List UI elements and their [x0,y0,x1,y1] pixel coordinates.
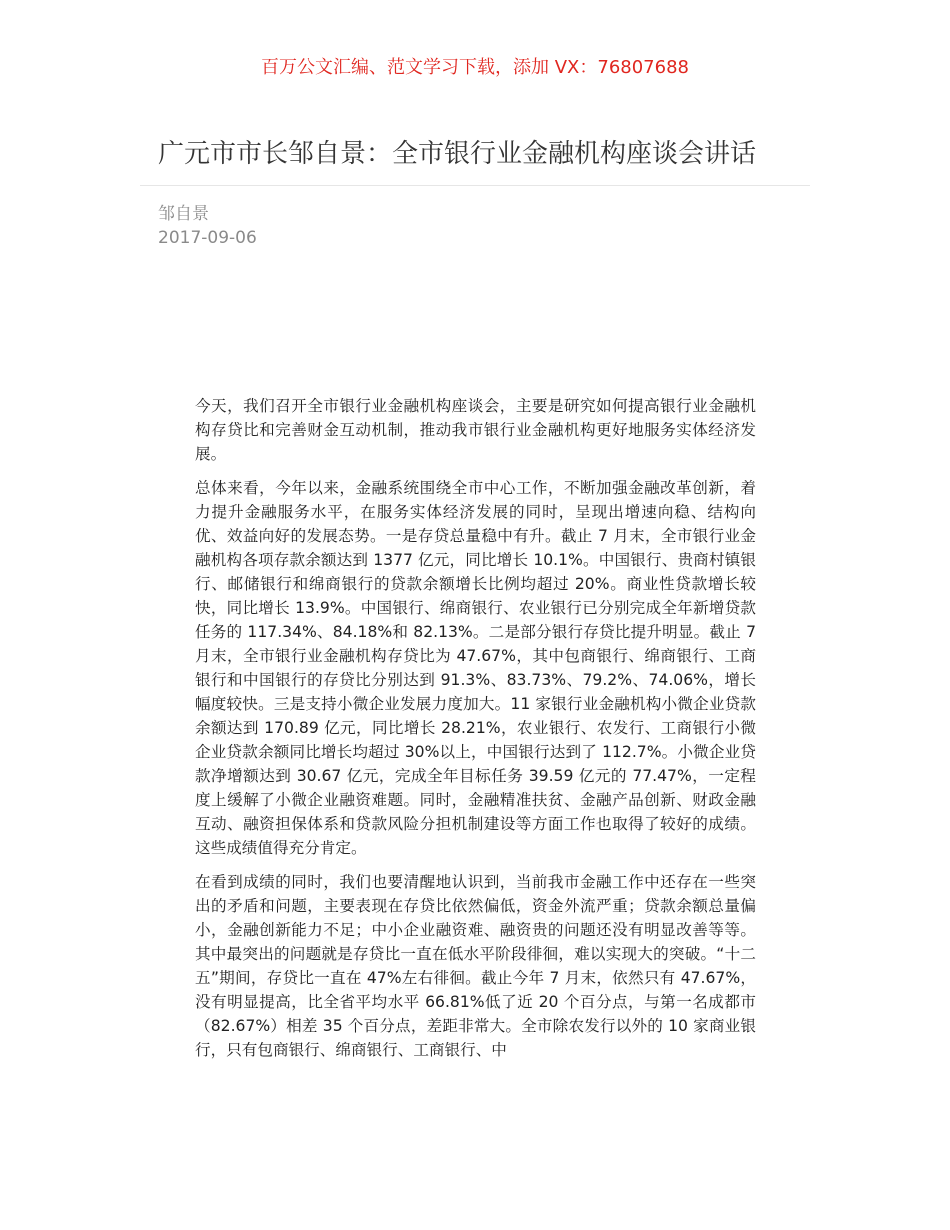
article-title: 广元市市长邹自景：全市银行业金融机构座谈会讲话 [158,139,757,169]
title-divider [140,185,810,186]
article-date: 2017-09-06 [158,228,257,248]
article-body [195,394,756,1106]
paragraph: 总体来看，今年以来，金融系统围绕全市中心工作，不断加强金融改革创新，着力提升金融服务水平，在服务实体经济发展的同时，呈现出增速向稳、结构向优、效益向好的发展态势。一是存贷总量稳中有升。截止 7 月末，全市银行业金融机构各项存款余额达到 1377 亿元，同比增长 10.1%。中国银行、贵商村镇银行、邮储银行和绵商银行的贷款余额增长比例均超过 20%。商业性贷款增长较快，同比增长 13.9%。中国银行、绵商银行、农业银行已分别完成全年新增贷款任务的 117.34%、84.18%和 82.13%。二是部分银行存贷比提升明显。截止 7 月末，全市银行业金融机构存贷比为 47.67%，其中包商银行、绵商银行、工商银行和中国银行的存贷比分别达到 91.3%、83.73%、79.2%、74.06%，增长幅度较快。三是支持小微企业发展力度加大。11 家银行业金融机构小微企业贷款余额达到 170.89 亿元，同比增长 28.21%，农业银行、农发行、工商银行小微企业贷款余额同比增长均超过 30%以上，中国银行达到了 112.7%。小微企业贷款净增额达到 30.67 亿元，完成全年目标任务 39.59 亿元的 77.47%，一定程度上缓解了小微企业融资难题。同时，金融精准扶贫、金融产品创新、财政金融互动、融资担保体系和贷款风险分担机制建设等方面工作也取得了较好的成绩。这些成绩值得充分肯定。 [195,479,756,857]
promo-banner: 百万公文汇编、范文学习下载，添加 VX：76807688 [261,57,689,78]
article-author: 邹自景 [158,204,209,224]
paragraph: 今天，我们召开全市银行业金融机构座谈会，主要是研究如何提高银行业金融机构存贷比和完善财金互动机制，推动我市银行业金融机构更好地服务实体经济发展。 [195,397,756,463]
paragraph: 在看到成绩的同时，我们也要清醒地认识到，当前我市金融工作中还存在一些突出的矛盾和问题，主要表现在存贷比依然偏低，资金外流严重；贷款余额总量偏小，金融创新能力不足；中小企业融资难、融资贵的问题还没有明显改善等等。其中最突出的问题就是存贷比一直在低水平阶段徘徊，难以实现大的突破。“十二五”期间，存贷比一直在 47%左右徘徊。截止今年 7 月末，依然只有 47.67%，没有明显提高，比全省平均水平 66.81%低了近 20 个百分点，与第一名成都市（82.67%）相差 35 个百分点，差距非常大。全市除农发行以外的 10 家商业银行，只有包商银行、绵商银行、工商银行、中 [195,873,756,1059]
article-meta [158,202,257,250]
